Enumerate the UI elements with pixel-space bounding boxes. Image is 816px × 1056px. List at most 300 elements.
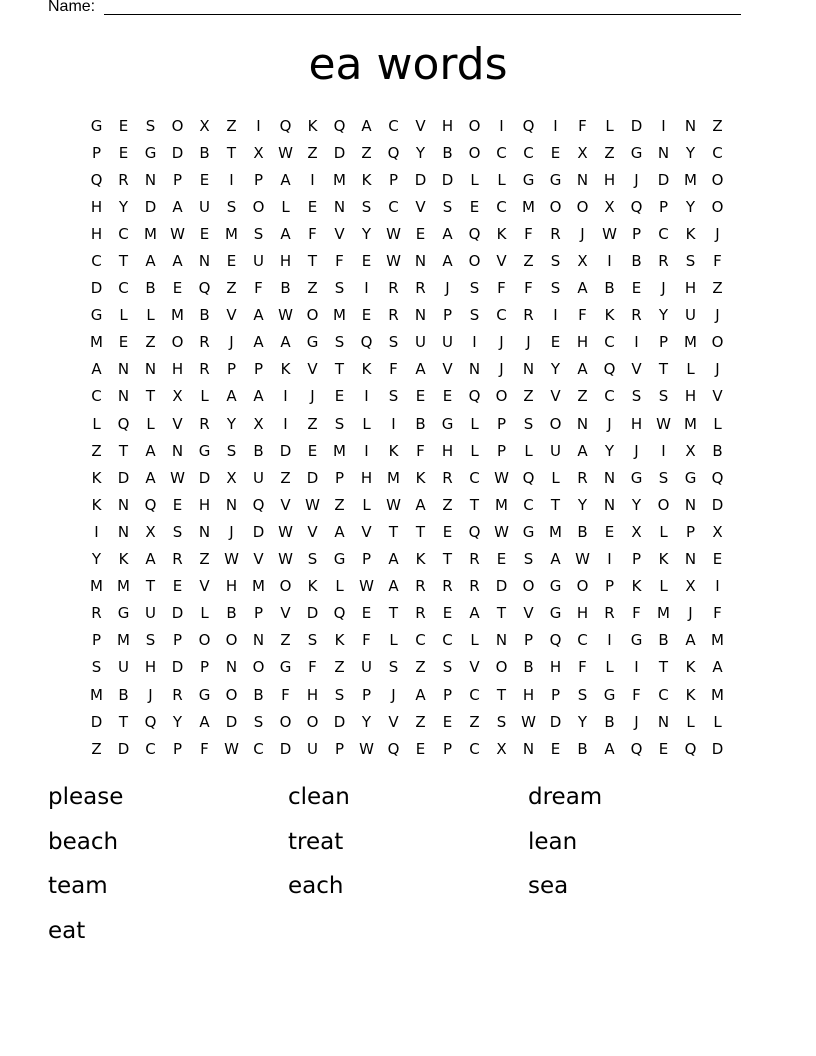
grid-cell[interactable]: F: [362, 631, 371, 650]
grid-cell[interactable]: E: [172, 279, 183, 298]
grid-cell[interactable]: D: [495, 577, 508, 596]
grid-cell[interactable]: K: [361, 170, 372, 189]
grid-cell[interactable]: V: [496, 252, 507, 271]
grid-cell[interactable]: B: [658, 631, 669, 650]
grid-cell[interactable]: K: [685, 224, 696, 243]
grid-cell[interactable]: W: [224, 550, 239, 569]
grid-cell[interactable]: M: [90, 685, 103, 704]
grid-cell[interactable]: Q: [252, 495, 265, 514]
grid-cell[interactable]: O: [576, 197, 589, 216]
grid-cell[interactable]: Z: [712, 116, 723, 135]
grid-cell[interactable]: X: [631, 522, 642, 541]
grid-cell[interactable]: Q: [144, 712, 157, 731]
grid-cell[interactable]: P: [631, 550, 642, 569]
grid-cell[interactable]: Z: [415, 712, 426, 731]
grid-cell[interactable]: G: [684, 468, 697, 487]
grid-cell[interactable]: M: [117, 577, 130, 596]
grid-cell[interactable]: R: [523, 306, 534, 325]
grid-cell[interactable]: S: [361, 197, 372, 216]
grid-cell[interactable]: Z: [577, 387, 588, 406]
grid-cell[interactable]: G: [630, 631, 643, 650]
grid-cell[interactable]: C: [118, 279, 129, 298]
grid-cell[interactable]: F: [497, 279, 506, 298]
grid-cell[interactable]: M: [684, 333, 697, 352]
grid-cell[interactable]: Y: [658, 306, 669, 325]
grid-cell[interactable]: U: [415, 333, 426, 352]
grid-cell[interactable]: W: [170, 468, 185, 487]
grid-cell[interactable]: I: [391, 414, 396, 433]
grid-cell[interactable]: K: [280, 360, 291, 379]
grid-cell[interactable]: X: [496, 739, 507, 758]
grid-cell[interactable]: S: [253, 712, 264, 731]
grid-cell[interactable]: S: [253, 224, 264, 243]
grid-cell[interactable]: U: [253, 252, 264, 271]
grid-cell[interactable]: T: [118, 252, 129, 271]
grid-cell[interactable]: V: [415, 197, 426, 216]
grid-cell[interactable]: K: [334, 631, 345, 650]
grid-cell[interactable]: O: [711, 197, 724, 216]
grid-cell[interactable]: G: [279, 658, 292, 677]
grid-cell[interactable]: L: [200, 604, 209, 623]
grid-cell[interactable]: E: [361, 604, 372, 623]
grid-cell[interactable]: F: [713, 604, 722, 623]
grid-cell[interactable]: R: [604, 604, 615, 623]
grid-cell[interactable]: D: [144, 197, 157, 216]
grid-cell[interactable]: G: [549, 604, 562, 623]
grid-cell[interactable]: E: [172, 577, 183, 596]
grid-cell[interactable]: W: [278, 306, 293, 325]
grid-cell[interactable]: C: [712, 143, 723, 162]
grid-cell[interactable]: K: [361, 360, 372, 379]
grid-cell[interactable]: N: [576, 170, 589, 189]
grid-cell[interactable]: P: [388, 170, 399, 189]
grid-cell[interactable]: R: [199, 414, 210, 433]
grid-cell[interactable]: F: [578, 306, 587, 325]
grid-cell[interactable]: N: [468, 360, 481, 379]
grid-cell[interactable]: D: [252, 522, 265, 541]
grid-cell[interactable]: I: [283, 414, 288, 433]
grid-cell[interactable]: U: [685, 306, 696, 325]
grid-cell[interactable]: C: [577, 631, 588, 650]
grid-cell[interactable]: M: [387, 468, 400, 487]
grid-cell[interactable]: R: [199, 360, 210, 379]
grid-cell[interactable]: P: [253, 604, 264, 623]
grid-cell[interactable]: T: [658, 658, 669, 677]
grid-cell[interactable]: W: [575, 550, 590, 569]
grid-cell[interactable]: J: [310, 387, 315, 406]
grid-cell[interactable]: S: [145, 116, 156, 135]
grid-cell[interactable]: A: [415, 495, 426, 514]
grid-cell[interactable]: N: [171, 441, 184, 460]
grid-cell[interactable]: A: [712, 658, 723, 677]
grid-cell[interactable]: H: [90, 197, 103, 216]
grid-cell[interactable]: I: [229, 170, 234, 189]
grid-cell[interactable]: P: [496, 441, 507, 460]
grid-cell[interactable]: B: [253, 441, 264, 460]
grid-cell[interactable]: D: [225, 712, 238, 731]
grid-cell[interactable]: X: [145, 522, 156, 541]
grid-cell[interactable]: A: [253, 387, 264, 406]
grid-cell[interactable]: P: [658, 333, 669, 352]
grid-cell[interactable]: L: [362, 495, 371, 514]
grid-cell[interactable]: R: [658, 252, 669, 271]
grid-cell[interactable]: F: [335, 252, 344, 271]
grid-cell[interactable]: C: [118, 224, 129, 243]
grid-cell[interactable]: F: [632, 604, 641, 623]
grid-cell[interactable]: G: [306, 333, 319, 352]
grid-cell[interactable]: Q: [711, 468, 724, 487]
grid-cell[interactable]: P: [253, 170, 264, 189]
grid-cell[interactable]: R: [415, 604, 426, 623]
grid-cell[interactable]: D: [117, 739, 130, 758]
grid-cell[interactable]: A: [577, 279, 588, 298]
grid-cell[interactable]: M: [549, 522, 562, 541]
grid-cell[interactable]: O: [549, 197, 562, 216]
grid-cell[interactable]: G: [603, 685, 616, 704]
grid-cell[interactable]: G: [117, 604, 130, 623]
grid-cell[interactable]: C: [145, 739, 156, 758]
grid-cell[interactable]: D: [657, 170, 670, 189]
grid-cell[interactable]: K: [604, 306, 615, 325]
grid-cell[interactable]: S: [172, 522, 183, 541]
grid-cell[interactable]: S: [442, 658, 453, 677]
grid-cell[interactable]: R: [388, 279, 399, 298]
grid-cell[interactable]: M: [333, 441, 346, 460]
grid-cell[interactable]: B: [280, 279, 291, 298]
grid-cell[interactable]: F: [632, 685, 641, 704]
grid-cell[interactable]: H: [441, 116, 454, 135]
grid-cell[interactable]: E: [442, 387, 453, 406]
grid-cell[interactable]: M: [711, 631, 724, 650]
grid-cell[interactable]: K: [91, 468, 102, 487]
grid-cell[interactable]: D: [279, 441, 292, 460]
grid-cell[interactable]: O: [468, 116, 481, 135]
grid-cell[interactable]: S: [523, 550, 534, 569]
grid-cell[interactable]: A: [469, 604, 480, 623]
grid-cell[interactable]: G: [441, 414, 454, 433]
grid-cell[interactable]: A: [577, 360, 588, 379]
grid-cell[interactable]: Z: [334, 658, 345, 677]
grid-cell[interactable]: C: [415, 631, 426, 650]
grid-cell[interactable]: L: [389, 631, 398, 650]
grid-cell[interactable]: N: [657, 712, 670, 731]
grid-cell[interactable]: G: [198, 685, 211, 704]
grid-cell[interactable]: Y: [577, 495, 588, 514]
grid-cell[interactable]: D: [306, 468, 319, 487]
grid-cell[interactable]: L: [119, 306, 128, 325]
grid-cell[interactable]: P: [442, 739, 453, 758]
grid-cell[interactable]: W: [278, 143, 293, 162]
grid-cell[interactable]: J: [526, 333, 531, 352]
grid-cell[interactable]: I: [310, 170, 315, 189]
grid-cell[interactable]: F: [524, 224, 533, 243]
grid-cell[interactable]: D: [630, 116, 643, 135]
grid-cell[interactable]: B: [604, 279, 615, 298]
grid-cell[interactable]: C: [658, 224, 669, 243]
grid-cell[interactable]: S: [658, 468, 669, 487]
grid-cell[interactable]: L: [200, 387, 209, 406]
grid-cell[interactable]: F: [281, 685, 290, 704]
grid-cell[interactable]: J: [715, 306, 720, 325]
grid-cell[interactable]: L: [659, 577, 668, 596]
grid-cell[interactable]: G: [333, 550, 346, 569]
grid-cell[interactable]: V: [631, 360, 642, 379]
grid-cell[interactable]: C: [253, 739, 264, 758]
grid-cell[interactable]: L: [146, 414, 155, 433]
grid-cell[interactable]: V: [523, 604, 534, 623]
grid-cell[interactable]: L: [362, 414, 371, 433]
grid-cell[interactable]: S: [496, 712, 507, 731]
grid-cell[interactable]: U: [199, 197, 210, 216]
grid-cell[interactable]: Z: [307, 143, 318, 162]
grid-cell[interactable]: R: [577, 468, 588, 487]
grid-cell[interactable]: E: [118, 143, 129, 162]
grid-cell[interactable]: Q: [387, 739, 400, 758]
grid-cell[interactable]: Z: [442, 495, 453, 514]
grid-cell[interactable]: T: [145, 577, 156, 596]
grid-cell[interactable]: X: [253, 414, 264, 433]
grid-cell[interactable]: S: [523, 414, 534, 433]
grid-cell[interactable]: P: [361, 550, 372, 569]
grid-cell[interactable]: G: [549, 577, 562, 596]
grid-cell[interactable]: J: [661, 279, 666, 298]
grid-cell[interactable]: D: [171, 604, 184, 623]
grid-cell[interactable]: M: [333, 306, 346, 325]
grid-cell[interactable]: I: [661, 441, 666, 460]
grid-cell[interactable]: M: [684, 414, 697, 433]
grid-cell[interactable]: E: [550, 143, 561, 162]
grid-cell[interactable]: P: [226, 360, 237, 379]
grid-cell[interactable]: Q: [468, 522, 481, 541]
grid-cell[interactable]: S: [145, 631, 156, 650]
grid-cell[interactable]: M: [522, 197, 535, 216]
grid-cell[interactable]: T: [307, 252, 318, 271]
grid-cell[interactable]: C: [604, 333, 615, 352]
grid-cell[interactable]: S: [307, 631, 318, 650]
grid-cell[interactable]: W: [224, 739, 239, 758]
grid-cell[interactable]: W: [386, 252, 401, 271]
grid-cell[interactable]: L: [92, 414, 101, 433]
grid-cell[interactable]: X: [685, 441, 696, 460]
grid-cell[interactable]: I: [256, 116, 261, 135]
grid-cell[interactable]: W: [359, 739, 374, 758]
grid-cell[interactable]: T: [388, 604, 399, 623]
grid-cell[interactable]: N: [414, 306, 427, 325]
grid-cell[interactable]: U: [118, 658, 129, 677]
grid-cell[interactable]: C: [442, 631, 453, 650]
grid-cell[interactable]: S: [334, 279, 345, 298]
grid-cell[interactable]: L: [713, 712, 722, 731]
grid-cell[interactable]: Q: [684, 739, 697, 758]
grid-cell[interactable]: A: [388, 577, 399, 596]
grid-cell[interactable]: D: [711, 495, 724, 514]
grid-cell[interactable]: Z: [415, 658, 426, 677]
grid-cell[interactable]: T: [226, 143, 237, 162]
grid-cell[interactable]: X: [577, 143, 588, 162]
grid-cell[interactable]: Q: [333, 604, 346, 623]
grid-cell[interactable]: Q: [468, 224, 481, 243]
grid-cell[interactable]: E: [442, 712, 453, 731]
grid-cell[interactable]: D: [306, 604, 319, 623]
grid-cell[interactable]: L: [605, 658, 614, 677]
grid-cell[interactable]: O: [225, 631, 238, 650]
grid-cell[interactable]: N: [117, 522, 130, 541]
grid-cell[interactable]: Z: [91, 441, 102, 460]
grid-cell[interactable]: D: [441, 170, 454, 189]
grid-cell[interactable]: T: [658, 360, 669, 379]
grid-cell[interactable]: O: [468, 143, 481, 162]
grid-cell[interactable]: A: [145, 441, 156, 460]
grid-cell[interactable]: H: [603, 170, 616, 189]
grid-cell[interactable]: U: [145, 604, 156, 623]
grid-cell[interactable]: R: [469, 577, 480, 596]
grid-cell[interactable]: E: [415, 224, 426, 243]
grid-cell[interactable]: L: [470, 170, 479, 189]
grid-cell[interactable]: A: [280, 224, 291, 243]
grid-cell[interactable]: W: [278, 522, 293, 541]
grid-cell[interactable]: J: [391, 685, 396, 704]
grid-cell[interactable]: I: [94, 522, 99, 541]
grid-cell[interactable]: A: [145, 550, 156, 569]
grid-cell[interactable]: P: [604, 577, 615, 596]
grid-cell[interactable]: N: [225, 495, 238, 514]
grid-cell[interactable]: I: [634, 333, 639, 352]
grid-cell[interactable]: F: [254, 279, 263, 298]
grid-cell[interactable]: P: [172, 170, 183, 189]
grid-cell[interactable]: N: [522, 739, 535, 758]
grid-cell[interactable]: R: [550, 224, 561, 243]
grid-cell[interactable]: A: [172, 252, 183, 271]
grid-cell[interactable]: B: [118, 685, 129, 704]
grid-cell[interactable]: O: [711, 333, 724, 352]
grid-cell[interactable]: A: [604, 739, 615, 758]
grid-cell[interactable]: N: [684, 116, 697, 135]
grid-cell[interactable]: L: [551, 468, 560, 487]
grid-cell[interactable]: G: [90, 116, 103, 135]
grid-cell[interactable]: G: [522, 522, 535, 541]
grid-cell[interactable]: H: [279, 252, 292, 271]
grid-cell[interactable]: K: [388, 441, 399, 460]
grid-cell[interactable]: P: [334, 468, 345, 487]
grid-cell[interactable]: O: [468, 252, 481, 271]
grid-cell[interactable]: H: [684, 279, 697, 298]
grid-cell[interactable]: L: [686, 360, 695, 379]
grid-cell[interactable]: I: [607, 631, 612, 650]
grid-cell[interactable]: N: [684, 495, 697, 514]
grid-cell[interactable]: E: [550, 739, 561, 758]
grid-cell[interactable]: E: [361, 252, 372, 271]
grid-cell[interactable]: W: [386, 224, 401, 243]
grid-cell[interactable]: H: [522, 685, 535, 704]
grid-cell[interactable]: H: [441, 441, 454, 460]
grid-cell[interactable]: T: [496, 604, 507, 623]
grid-cell[interactable]: P: [631, 224, 642, 243]
grid-cell[interactable]: C: [469, 685, 480, 704]
grid-cell[interactable]: D: [711, 739, 724, 758]
grid-cell[interactable]: R: [118, 170, 129, 189]
grid-cell[interactable]: S: [388, 658, 399, 677]
grid-cell[interactable]: I: [715, 577, 720, 596]
grid-cell[interactable]: E: [118, 116, 129, 135]
grid-cell[interactable]: K: [631, 577, 642, 596]
grid-cell[interactable]: V: [199, 577, 210, 596]
grid-cell[interactable]: M: [711, 685, 724, 704]
grid-cell[interactable]: T: [496, 685, 507, 704]
grid-cell[interactable]: W: [359, 577, 374, 596]
grid-cell[interactable]: A: [253, 333, 264, 352]
grid-cell[interactable]: E: [415, 739, 426, 758]
grid-cell[interactable]: V: [226, 306, 237, 325]
grid-cell[interactable]: L: [659, 522, 668, 541]
grid-cell[interactable]: W: [656, 414, 671, 433]
grid-cell[interactable]: Z: [145, 333, 156, 352]
grid-cell[interactable]: O: [198, 631, 211, 650]
grid-cell[interactable]: P: [685, 522, 696, 541]
grid-cell[interactable]: P: [172, 631, 183, 650]
grid-cell[interactable]: Z: [199, 550, 210, 569]
grid-cell[interactable]: Y: [604, 441, 615, 460]
grid-cell[interactable]: P: [334, 739, 345, 758]
grid-cell[interactable]: Q: [522, 116, 535, 135]
grid-cell[interactable]: N: [117, 495, 130, 514]
grid-cell[interactable]: Y: [685, 143, 696, 162]
grid-cell[interactable]: R: [172, 550, 183, 569]
grid-cell[interactable]: B: [577, 739, 588, 758]
grid-cell[interactable]: S: [550, 279, 561, 298]
grid-cell[interactable]: B: [199, 306, 210, 325]
grid-cell[interactable]: V: [307, 522, 318, 541]
grid-cell[interactable]: Z: [91, 739, 102, 758]
grid-cell[interactable]: A: [91, 360, 102, 379]
grid-cell[interactable]: G: [630, 468, 643, 487]
grid-cell[interactable]: A: [685, 631, 696, 650]
grid-cell[interactable]: A: [253, 306, 264, 325]
grid-cell[interactable]: R: [442, 577, 453, 596]
grid-cell[interactable]: O: [495, 387, 508, 406]
grid-cell[interactable]: F: [308, 658, 317, 677]
grid-cell[interactable]: N: [333, 197, 346, 216]
grid-cell[interactable]: B: [415, 414, 426, 433]
grid-cell[interactable]: W: [494, 468, 509, 487]
grid-cell[interactable]: W: [494, 522, 509, 541]
grid-cell[interactable]: T: [334, 360, 345, 379]
grid-cell[interactable]: E: [604, 522, 615, 541]
grid-cell[interactable]: Y: [415, 143, 426, 162]
grid-cell[interactable]: S: [226, 197, 237, 216]
grid-cell[interactable]: O: [711, 170, 724, 189]
grid-cell[interactable]: J: [229, 333, 234, 352]
grid-cell[interactable]: V: [253, 550, 264, 569]
grid-cell[interactable]: I: [472, 333, 477, 352]
grid-cell[interactable]: O: [657, 495, 670, 514]
grid-cell[interactable]: M: [333, 170, 346, 189]
grid-cell[interactable]: U: [253, 468, 264, 487]
grid-cell[interactable]: L: [605, 116, 614, 135]
grid-cell[interactable]: S: [550, 252, 561, 271]
grid-cell[interactable]: F: [524, 279, 533, 298]
grid-cell[interactable]: H: [576, 604, 589, 623]
grid-cell[interactable]: Z: [523, 387, 534, 406]
grid-cell[interactable]: A: [361, 116, 372, 135]
grid-cell[interactable]: S: [226, 441, 237, 460]
grid-cell[interactable]: E: [712, 550, 723, 569]
grid-cell[interactable]: Y: [361, 224, 372, 243]
grid-cell[interactable]: B: [712, 441, 723, 460]
grid-cell[interactable]: O: [495, 658, 508, 677]
grid-cell[interactable]: H: [90, 224, 103, 243]
grid-cell[interactable]: G: [630, 143, 643, 162]
grid-cell[interactable]: Q: [90, 170, 103, 189]
